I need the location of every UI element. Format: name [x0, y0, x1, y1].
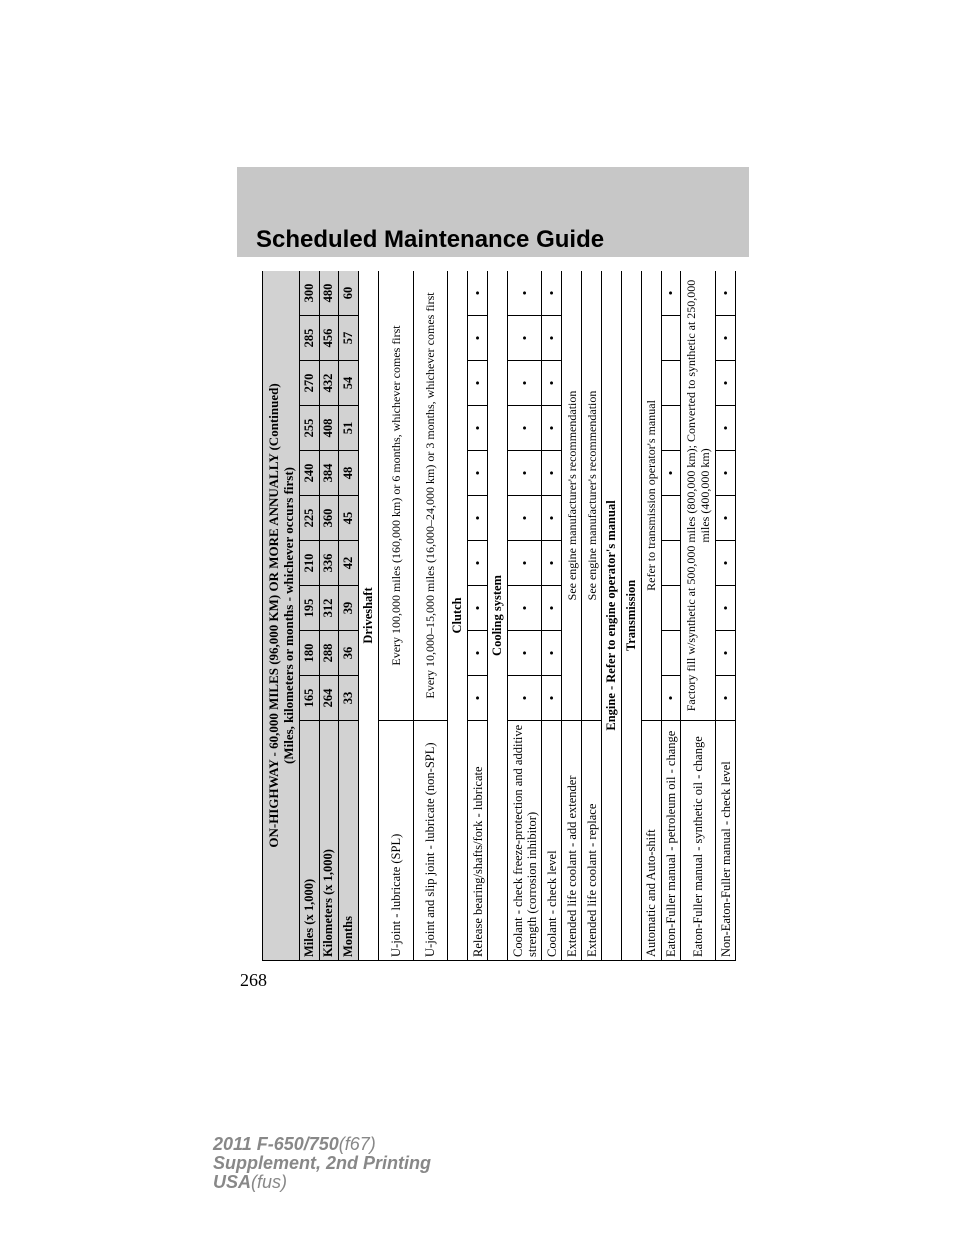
page-number: 268: [240, 970, 267, 990]
table-row: [468, 271, 488, 961]
row-label: U-joint and slip joint - lubricate (non-SPL): [413, 721, 448, 961]
months-value: 45: [339, 496, 359, 541]
table-row: [507, 271, 542, 961]
service-dot: •: [716, 406, 736, 451]
service-dot: •: [507, 451, 542, 496]
months-value: 39: [339, 586, 359, 631]
table-row: [413, 271, 448, 961]
service-dot: •: [661, 451, 681, 496]
km-value: 384: [319, 451, 339, 496]
service-dot: •: [468, 361, 488, 406]
service-dot: •: [542, 316, 562, 361]
service-dot: •: [468, 316, 488, 361]
service-dot: •: [468, 541, 488, 586]
empty-cell: [661, 586, 681, 631]
table-row: [716, 271, 736, 961]
row-note: Refer to transmission operator's manual: [641, 271, 661, 721]
service-dot: •: [507, 406, 542, 451]
empty-cell: [661, 496, 681, 541]
table-subtitle: (Miles, kilometers or months - whichever occurs first): [280, 466, 296, 764]
row-label: Eaton-Fuller manual - synthetic oil - change: [681, 721, 716, 961]
empty-cell: [661, 406, 681, 451]
row-label: Automatic and Auto-shift: [641, 721, 661, 961]
months-label: Months: [339, 721, 359, 961]
service-dot: •: [468, 586, 488, 631]
months-value: 60: [339, 271, 359, 316]
km-value: 336: [319, 541, 339, 586]
service-dot: •: [542, 451, 562, 496]
service-dot: •: [542, 676, 562, 721]
service-dot: •: [542, 631, 562, 676]
section-engine: Engine - Refer to engine operator's manual: [601, 271, 621, 961]
service-dot: •: [542, 361, 562, 406]
km-value: 264: [319, 676, 339, 721]
section-cooling: Cooling system: [487, 271, 507, 961]
km-label: Kilometers (x 1,000): [319, 721, 339, 961]
maintenance-table-frame: [262, 271, 736, 961]
miles-label: Miles (x 1,000): [299, 721, 319, 961]
service-dot: •: [507, 586, 542, 631]
footer-printing: Supplement, 2nd Printing: [213, 1153, 432, 1173]
service-dot: •: [542, 496, 562, 541]
section-transmission: Transmission: [621, 271, 641, 961]
miles-value: 180: [299, 631, 319, 676]
km-value: 408: [319, 406, 339, 451]
table-title-cell: [263, 271, 300, 961]
service-dot: •: [661, 271, 681, 316]
empty-cell: [661, 541, 681, 586]
footer-print-info: [213, 1135, 431, 1192]
service-dot: •: [542, 541, 562, 586]
footer-model: 2011 F-650/750: [213, 1134, 339, 1154]
table-row: [542, 271, 562, 961]
service-dot: •: [507, 631, 542, 676]
miles-value: 195: [299, 586, 319, 631]
miles-value: 255: [299, 406, 319, 451]
service-dot: •: [661, 676, 681, 721]
table-row: [641, 271, 661, 961]
row-note: Every 10,000–15,000 miles (16,000–24,000 km) or 3 months, whichever comes first: [413, 271, 448, 721]
row-label: Release bearing/shafts/fork - lubricate: [468, 721, 488, 961]
row-label: Eaton-Fuller manual - petroleum oil - change: [661, 721, 681, 961]
miles-value: 210: [299, 541, 319, 586]
page-header-title: Scheduled Maintenance Guide: [256, 226, 605, 253]
row-label: Extended life coolant - add extender: [562, 721, 582, 961]
km-value: 288: [319, 631, 339, 676]
service-dot: •: [716, 676, 736, 721]
maintenance-schedule-table: [262, 271, 736, 961]
service-dot: •: [507, 361, 542, 406]
service-dot: •: [507, 541, 542, 586]
service-dot: •: [468, 631, 488, 676]
service-dot: •: [507, 316, 542, 361]
row-label: Extended life coolant - replace: [582, 721, 602, 961]
service-dot: •: [468, 271, 488, 316]
service-dot: •: [716, 496, 736, 541]
miles-value: 285: [299, 316, 319, 361]
service-dot: •: [716, 361, 736, 406]
miles-value: 225: [299, 496, 319, 541]
months-value: 36: [339, 631, 359, 676]
row-label: Coolant - check freeze-protection and additive strength (corrosion inhibitor): [507, 721, 542, 961]
table-row: [661, 271, 681, 961]
service-dot: •: [542, 406, 562, 451]
table-row: [582, 271, 602, 961]
empty-cell: [661, 316, 681, 361]
km-value: 432: [319, 361, 339, 406]
months-value: 54: [339, 361, 359, 406]
km-value: 360: [319, 496, 339, 541]
row-label: Non-Eaton-Fuller manual - check level: [716, 721, 736, 961]
service-dot: •: [507, 271, 542, 316]
months-value: 57: [339, 316, 359, 361]
service-dot: •: [507, 496, 542, 541]
maintenance-table-rotated: [262, 271, 736, 961]
service-dot: •: [542, 271, 562, 316]
service-dot: •: [716, 271, 736, 316]
row-note: Every 100,000 miles (160,000 km) or 6 months, whichever comes first: [379, 271, 414, 721]
km-value: 312: [319, 586, 339, 631]
table-row: [379, 271, 414, 961]
empty-cell: [661, 631, 681, 676]
service-dot: •: [468, 451, 488, 496]
service-dot: •: [507, 676, 542, 721]
footer-region: USA: [213, 1172, 252, 1192]
miles-value: 300: [299, 271, 319, 316]
miles-value: 165: [299, 676, 319, 721]
service-dot: •: [468, 676, 488, 721]
section-driveshaft: Driveshaft: [359, 271, 379, 961]
service-dot: •: [716, 451, 736, 496]
footer-region-code: (fus): [251, 1172, 288, 1192]
service-dot: •: [468, 496, 488, 541]
months-value: 33: [339, 676, 359, 721]
months-value: 42: [339, 541, 359, 586]
row-label: U-joint - lubricate (SPL): [379, 721, 414, 961]
km-row: [319, 271, 339, 961]
months-value: 48: [339, 451, 359, 496]
row-note: See engine manufacturer's recommendation: [582, 271, 602, 721]
table-row: [681, 271, 716, 961]
footer-model-code: (f67): [338, 1134, 376, 1154]
row-note: See engine manufacturer's recommendation: [562, 271, 582, 721]
service-dot: •: [716, 316, 736, 361]
miles-row: [299, 271, 319, 961]
months-value: 51: [339, 406, 359, 451]
table-title: ON-HIGHWAY - 60,000 MILES (96,000 KM) OR MORE ANNUALLY (Continued): [265, 383, 281, 848]
service-dot: •: [716, 586, 736, 631]
row-label: Coolant - check level: [542, 721, 562, 961]
row-note: Factory fill w/synthetic at 500,000 miles (800,000 km); Converted to synthetic at 250,000 miles (400,000 km): [681, 271, 716, 721]
section-clutch: Clutch: [448, 271, 468, 961]
service-dot: •: [468, 406, 488, 451]
months-row: [339, 271, 359, 961]
empty-cell: [661, 361, 681, 406]
miles-value: 240: [299, 451, 319, 496]
km-value: 480: [319, 271, 339, 316]
service-dot: •: [716, 631, 736, 676]
miles-value: 270: [299, 361, 319, 406]
table-row: [562, 271, 582, 961]
km-value: 456: [319, 316, 339, 361]
service-dot: •: [542, 586, 562, 631]
service-dot: •: [716, 541, 736, 586]
